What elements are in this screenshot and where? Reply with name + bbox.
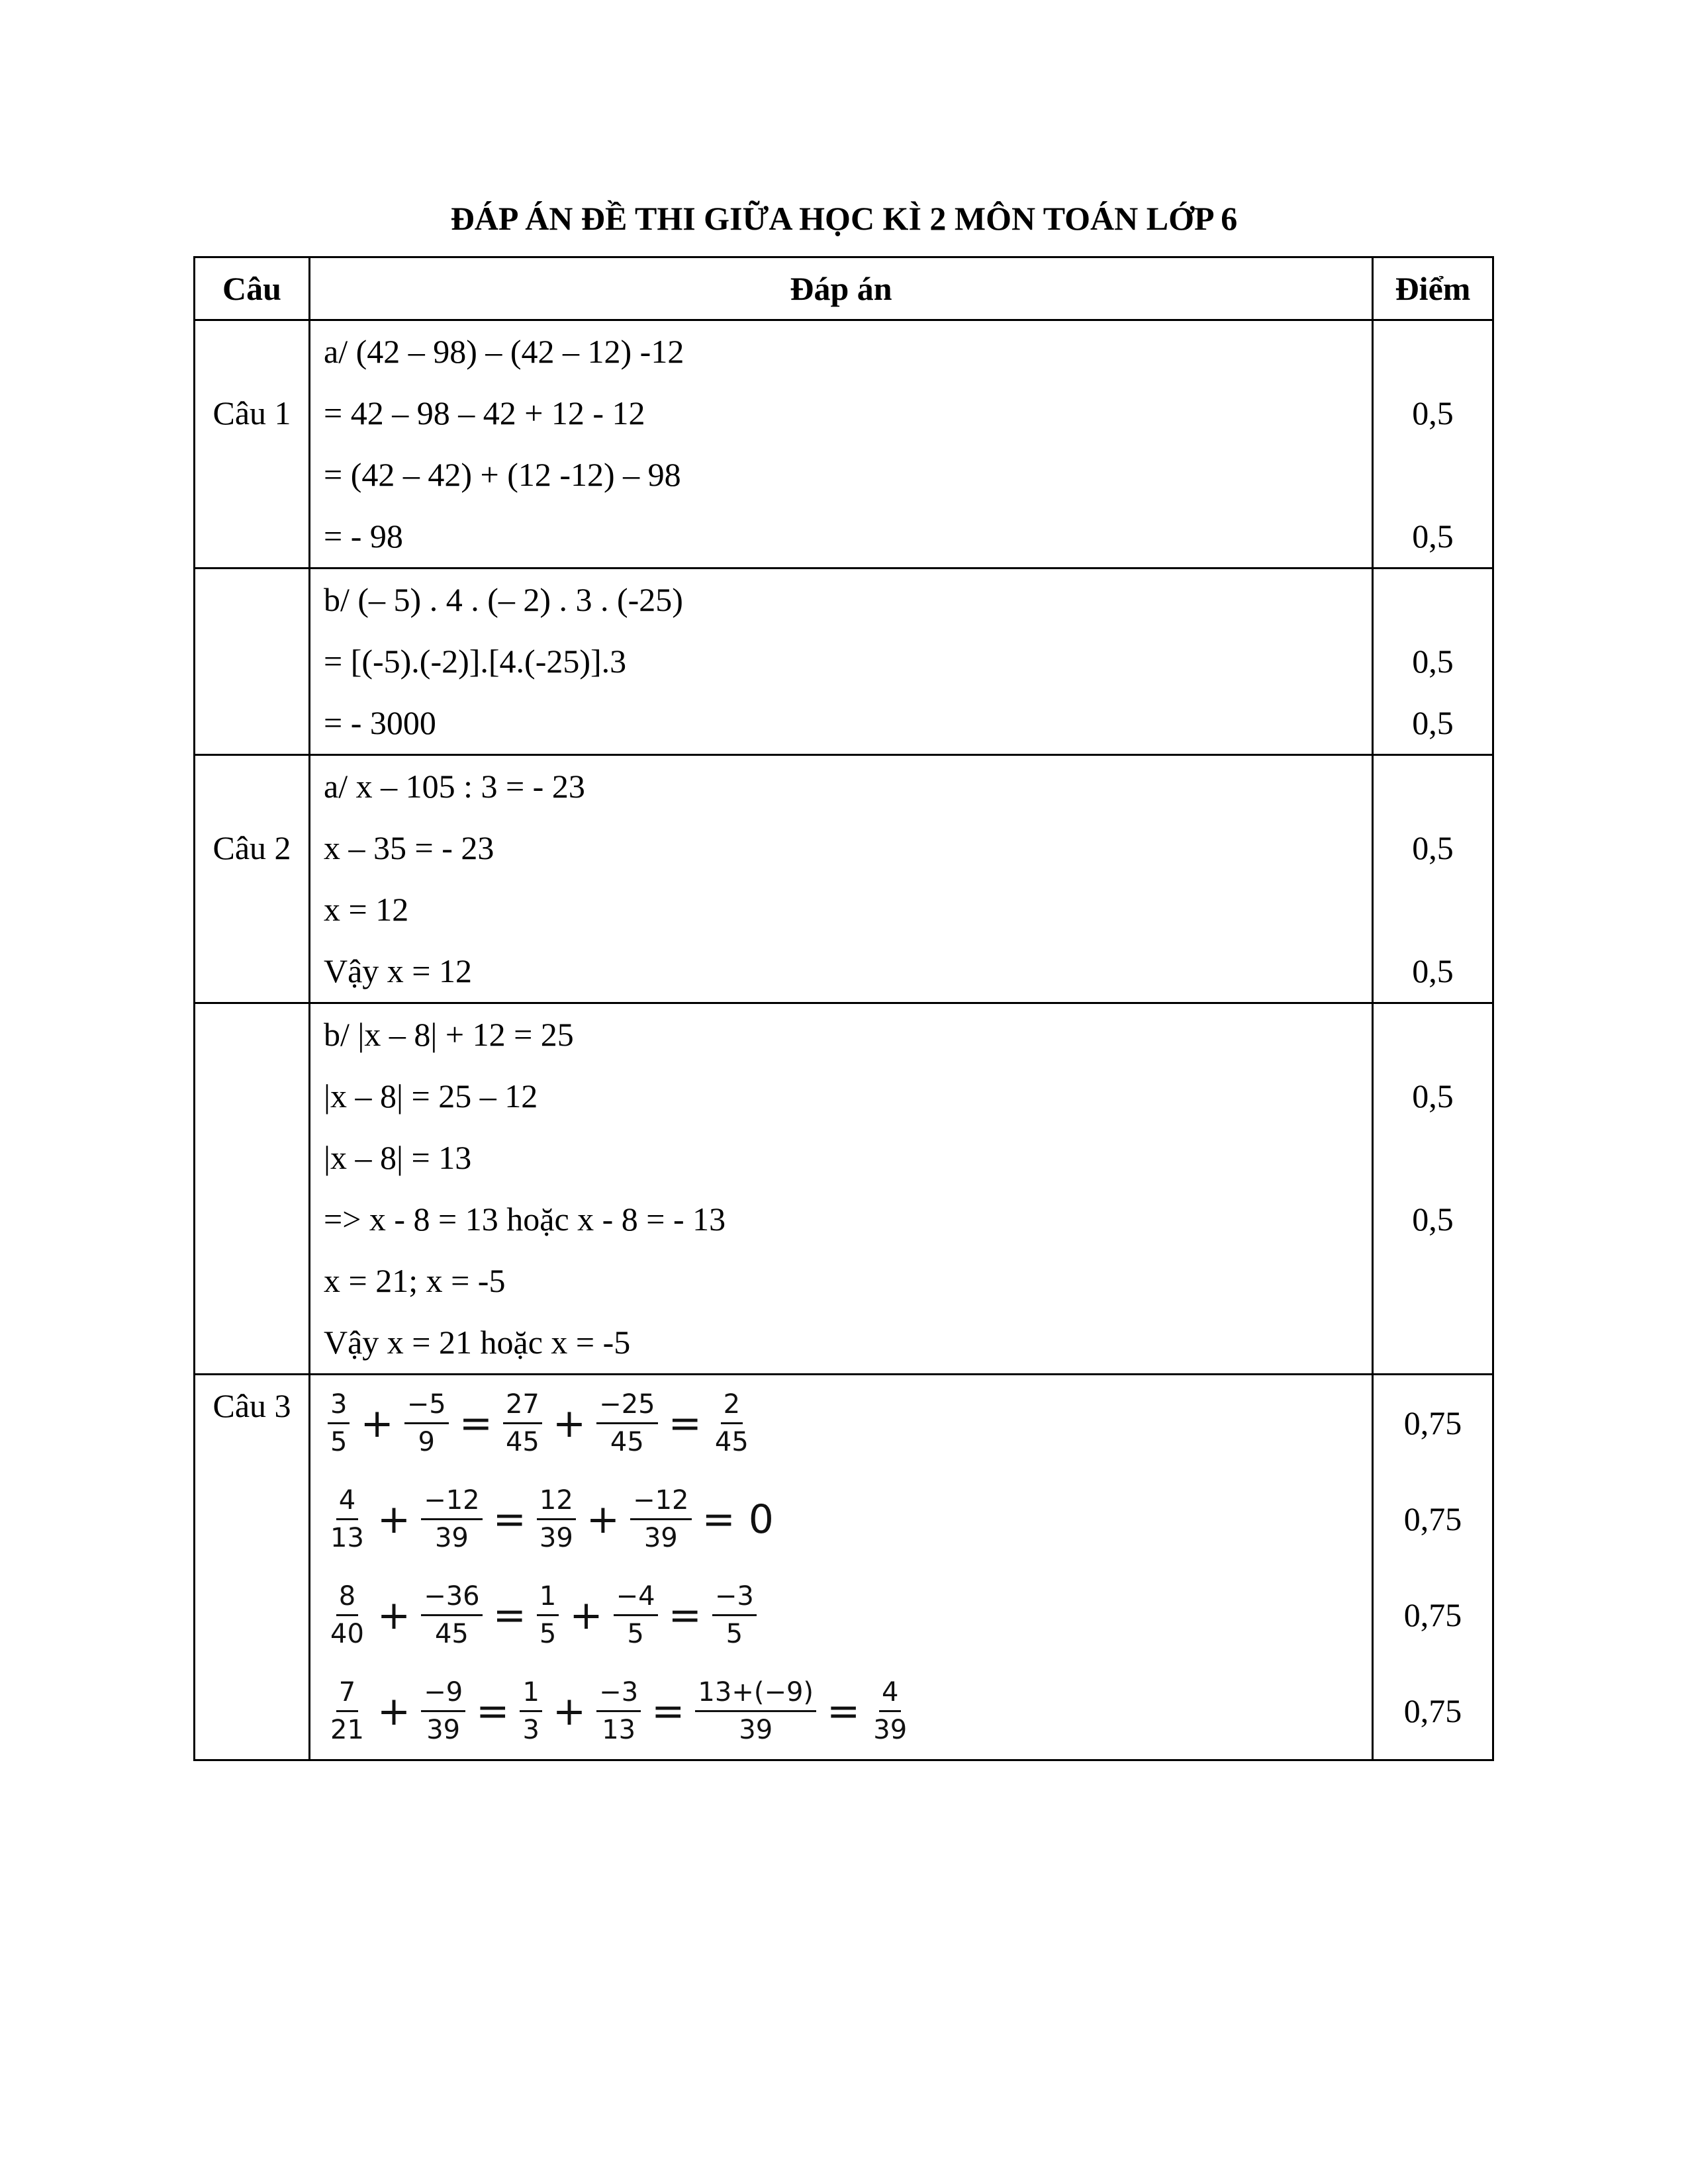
math-operator: =: [459, 1400, 492, 1447]
fraction: [596, 1677, 641, 1745]
fraction: [328, 1389, 350, 1457]
fraction: [328, 1677, 367, 1745]
math-operator: =: [827, 1688, 861, 1735]
question-label: [195, 321, 308, 383]
question-label: [195, 756, 308, 817]
math-operator: +: [377, 1496, 411, 1543]
score-value: [1374, 321, 1492, 383]
score-value: [1374, 879, 1492, 940]
score-value: 0,75: [1403, 1692, 1462, 1729]
fraction: [630, 1485, 691, 1553]
answer-line: Vậy x = 12: [324, 952, 472, 989]
header-answer: Đáp án: [310, 257, 1373, 320]
score-value: [1374, 1312, 1492, 1373]
fraction-denominator: 39: [643, 1523, 678, 1553]
fraction: [596, 1389, 657, 1457]
fraction-denominator: 45: [505, 1427, 539, 1457]
score-value: [1374, 569, 1492, 631]
fraction-numerator: 13+(−9): [695, 1677, 816, 1712]
table-row: [195, 1375, 1493, 1760]
math-operator: 0: [748, 1496, 774, 1543]
math-operator: =: [651, 1688, 685, 1735]
score-value: [1374, 444, 1492, 506]
fraction-denominator: 39: [873, 1715, 908, 1745]
fraction-equation: [310, 1663, 1372, 1759]
fraction-denominator: 45: [610, 1427, 644, 1457]
answer-line: x = 12: [324, 891, 409, 928]
question-label-cell: [195, 320, 310, 569]
fraction: [503, 1389, 542, 1457]
score-value: 0,75: [1403, 1500, 1462, 1537]
fraction: [870, 1677, 910, 1745]
question-label: [195, 1189, 308, 1250]
answer-line: a/ (42 – 98) – (42 – 12) -12: [324, 333, 684, 370]
fraction: [537, 1485, 576, 1553]
fraction-denominator: 5: [627, 1619, 644, 1649]
score-value: 0,5: [1412, 643, 1454, 680]
question-label: [195, 569, 308, 631]
fraction-numerator: −4: [614, 1581, 658, 1616]
math-operator: =: [492, 1496, 526, 1543]
fraction-denominator: 39: [426, 1715, 461, 1745]
math-operator: =: [668, 1400, 702, 1447]
fraction: [614, 1581, 658, 1649]
fraction-equation: [310, 1567, 1372, 1663]
answer-line: Vậy x = 21 hoặc x = -5: [324, 1324, 631, 1361]
answer-line: = (42 – 42) + (12 -12) – 98: [324, 456, 681, 493]
fraction-denominator: 5: [726, 1619, 743, 1649]
fraction-denominator: 9: [418, 1427, 435, 1457]
fraction-denominator: 21: [330, 1715, 364, 1745]
question-label: [195, 444, 308, 506]
question-label: [195, 631, 308, 692]
math-operator: +: [569, 1592, 603, 1639]
question-label: [195, 1127, 308, 1189]
question-label-cell: [195, 1003, 310, 1375]
fraction: [328, 1485, 367, 1553]
question-label: Câu 3: [212, 1387, 291, 1424]
answer-line: = - 98: [324, 518, 403, 555]
fraction-numerator: −12: [421, 1485, 482, 1520]
answer-line: = - 3000: [324, 704, 436, 741]
question-label: [195, 1312, 308, 1373]
answer-cell: [310, 569, 1373, 755]
score-value: 0,5: [1412, 518, 1454, 555]
fraction-numerator: 4: [336, 1485, 358, 1520]
answer-line: = 42 – 98 – 42 + 12 - 12: [324, 394, 645, 432]
answer-cell: [310, 1003, 1373, 1375]
fraction-numerator: 27: [503, 1389, 542, 1424]
fraction-numerator: −36: [421, 1581, 482, 1616]
fraction-equation: [310, 1471, 1372, 1567]
score-value: 0,5: [1412, 704, 1454, 741]
fraction-numerator: −25: [596, 1389, 657, 1424]
fraction: [695, 1677, 816, 1745]
page-title: ĐÁP ÁN ĐỀ THI GIỮA HỌC KÌ 2 MÔN TOÁN LỚP 6: [450, 200, 1238, 237]
answer-line: b/ |x – 8| + 12 = 25: [324, 1016, 574, 1053]
fraction-numerator: 4: [879, 1677, 901, 1712]
table-header-row: [195, 257, 1493, 320]
fraction-numerator: 2: [721, 1389, 743, 1424]
header-question: Câu: [195, 257, 310, 320]
fraction-denominator: 39: [739, 1715, 773, 1745]
question-label: Câu 2: [212, 829, 291, 866]
question-label-cell: [195, 1375, 310, 1760]
score-value: [1374, 1004, 1492, 1066]
question-label-cell: [195, 569, 310, 755]
fraction-denominator: 39: [539, 1523, 573, 1553]
header-score: Điểm: [1373, 257, 1493, 320]
fraction: [712, 1389, 751, 1457]
question-label: [195, 940, 308, 1002]
fraction-denominator: 40: [330, 1619, 364, 1649]
answer-table: [193, 256, 1494, 1761]
question-label: [195, 879, 308, 940]
answer-line: |x – 8| = 13: [324, 1139, 472, 1176]
fraction-numerator: −5: [404, 1389, 449, 1424]
fraction: [520, 1677, 541, 1745]
fraction: [404, 1389, 449, 1457]
question-label: [195, 506, 308, 567]
fraction-numerator: 1: [537, 1581, 559, 1616]
fraction-numerator: 7: [336, 1677, 358, 1712]
math-operator: =: [702, 1496, 735, 1543]
fraction-numerator: 12: [537, 1485, 576, 1520]
fraction-numerator: −3: [596, 1677, 641, 1712]
table-row: [195, 569, 1493, 755]
score-cell: [1373, 1375, 1493, 1760]
answer-line: b/ (– 5) . 4 . (– 2) . 3 . (-25): [324, 581, 683, 618]
table-row: [195, 320, 1493, 569]
answer-cell: [310, 1375, 1373, 1760]
fraction-numerator: 3: [328, 1389, 350, 1424]
question-label: [195, 1004, 308, 1066]
fraction-denominator: 45: [714, 1427, 749, 1457]
math-operator: +: [377, 1688, 411, 1735]
fraction-denominator: 39: [434, 1523, 469, 1553]
answer-line: x – 35 = - 23: [324, 829, 494, 866]
question-label: [195, 692, 308, 754]
math-operator: =: [668, 1592, 702, 1639]
fraction-denominator: 13: [330, 1523, 364, 1553]
score-value: 0,75: [1403, 1596, 1462, 1633]
answer-line: a/ x – 105 : 3 = - 23: [324, 768, 585, 805]
math-operator: +: [552, 1400, 586, 1447]
math-operator: =: [476, 1688, 510, 1735]
score-cell: [1373, 569, 1493, 755]
math-operator: +: [360, 1400, 394, 1447]
math-operator: +: [586, 1496, 620, 1543]
fraction: [328, 1581, 367, 1649]
score-cell: [1373, 1003, 1493, 1375]
score-value: [1374, 1250, 1492, 1312]
score-value: 0,75: [1403, 1404, 1462, 1441]
question-label: [195, 1066, 308, 1127]
fraction-numerator: −9: [421, 1677, 465, 1712]
fraction-denominator: 5: [330, 1427, 348, 1457]
math-operator: +: [552, 1688, 586, 1735]
fraction: [537, 1581, 559, 1649]
answer-cell: [310, 755, 1373, 1003]
score-value: 0,5: [1412, 394, 1454, 432]
fraction-equation: [310, 1375, 1372, 1471]
fraction-numerator: 1: [520, 1677, 541, 1712]
score-value: [1374, 756, 1492, 817]
score-cell: [1373, 755, 1493, 1003]
score-value: 0,5: [1412, 952, 1454, 989]
fraction-numerator: −12: [630, 1485, 691, 1520]
score-value: 0,5: [1412, 1201, 1454, 1238]
fraction-denominator: 13: [602, 1715, 636, 1745]
fraction-denominator: 5: [539, 1619, 557, 1649]
table-row: [195, 1003, 1493, 1375]
table-row: [195, 755, 1493, 1003]
question-label: Câu 1: [212, 394, 291, 432]
score-value: [1374, 1127, 1492, 1189]
question-label: [195, 1250, 308, 1312]
math-operator: +: [377, 1592, 411, 1639]
answer-line: |x – 8| = 25 – 12: [324, 1077, 538, 1115]
answer-line: = [(-5).(-2)].[4.(-25)].3: [324, 643, 627, 680]
score-value: 0,5: [1412, 829, 1454, 866]
fraction: [712, 1581, 757, 1649]
answer-cell: [310, 320, 1373, 569]
question-label-cell: [195, 755, 310, 1003]
fraction-denominator: 45: [434, 1619, 469, 1649]
fraction-numerator: −3: [712, 1581, 757, 1616]
fraction: [421, 1485, 482, 1553]
fraction-denominator: 3: [522, 1715, 539, 1745]
score-value: 0,5: [1412, 1077, 1454, 1115]
score-cell: [1373, 320, 1493, 569]
math-operator: =: [492, 1592, 526, 1639]
fraction: [421, 1581, 482, 1649]
fraction: [421, 1677, 465, 1745]
answer-line: x = 21; x = -5: [324, 1262, 506, 1299]
answer-line: => x - 8 = 13 hoặc x - 8 = - 13: [324, 1201, 726, 1238]
fraction-numerator: 8: [336, 1581, 358, 1616]
